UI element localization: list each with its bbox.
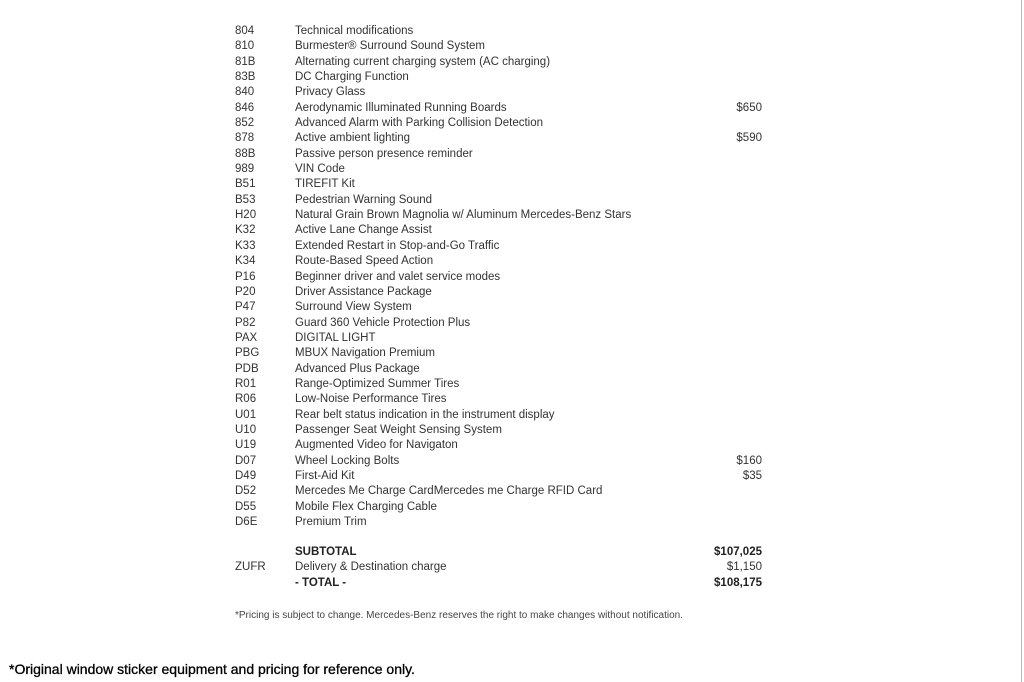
option-code: 840 — [235, 86, 255, 99]
option-row — [235, 131, 765, 146]
option-description: DC Charging Function — [295, 71, 409, 84]
option-row — [235, 101, 765, 116]
option-row — [235, 346, 765, 361]
option-description: Active ambient lighting — [295, 132, 411, 145]
option-code: R06 — [235, 393, 257, 406]
option-description: Mobile Flex Charging Cable — [295, 500, 437, 513]
option-row — [235, 469, 765, 484]
pricing-disclaimer: *Pricing is subject to change. Mercedes-Benz reserves the right to make changes without notification. — [235, 610, 684, 621]
option-row — [235, 70, 765, 85]
option-code: D6E — [235, 516, 258, 528]
option-code: B51 — [235, 178, 256, 191]
option-description: Aerodynamic Illuminated Running Boards — [295, 101, 507, 114]
option-description: Surround View System — [295, 301, 412, 314]
option-code: 81B — [235, 55, 256, 68]
option-description: Rear belt status indication in the instrument display — [295, 408, 555, 421]
option-row — [235, 208, 765, 223]
option-code: 88B — [235, 147, 256, 160]
option-row — [235, 500, 765, 515]
option-code: U10 — [235, 423, 257, 436]
option-description: Low-Noise Performance Tires — [295, 393, 447, 406]
option-row — [235, 55, 765, 70]
option-row — [235, 316, 765, 331]
option-description: Technical modifications — [295, 25, 414, 37]
option-description: VIN Code — [295, 163, 345, 176]
option-price: $35 — [742, 469, 762, 482]
option-description: MBUX Navigation Premium — [295, 347, 435, 360]
option-row — [235, 362, 765, 377]
option-code: 852 — [235, 117, 255, 130]
option-code: P16 — [235, 270, 256, 283]
option-row — [235, 254, 765, 269]
option-code: R01 — [235, 377, 257, 390]
option-description: Extended Restart in Stop-and-Go Traffic — [295, 239, 500, 252]
option-code: B53 — [235, 193, 256, 206]
option-code: 83B — [235, 71, 256, 84]
delivery-label: Delivery & Destination charge — [295, 561, 447, 574]
total-row — [235, 576, 765, 591]
option-code: U19 — [235, 439, 257, 452]
option-code: K33 — [235, 239, 256, 252]
option-code: U01 — [235, 408, 257, 421]
option-description: Advanced Alarm with Parking Collision Detection — [295, 117, 544, 130]
option-code: D49 — [235, 469, 257, 482]
option-row — [235, 331, 765, 346]
delivery-price: $1,150 — [726, 561, 762, 574]
option-description: Alternating current charging system (AC charging) — [295, 55, 551, 68]
subtotal-label: SUBTOTAL — [295, 546, 357, 558]
total-price: $108,175 — [714, 576, 762, 589]
option-row — [235, 454, 765, 469]
option-code: 810 — [235, 40, 255, 53]
option-description: Wheel Locking Bolts — [295, 454, 400, 467]
option-code: PDB — [235, 362, 259, 375]
option-code: D07 — [235, 454, 257, 467]
option-description: Guard 360 Vehicle Protection Plus — [295, 316, 471, 329]
delivery-code: ZUFR — [235, 561, 266, 574]
option-row — [235, 239, 765, 254]
option-row — [235, 147, 765, 162]
option-row — [235, 193, 765, 208]
reference-footer-note: *Original window sticker equipment and pricing for reference only. — [9, 661, 415, 677]
option-row — [235, 285, 765, 300]
option-description: Passive person presence reminder — [295, 147, 473, 160]
option-description: Mercedes Me Charge CardMercedes me Charge RFID Card — [295, 485, 603, 498]
option-description: Route-Based Speed Action — [295, 255, 434, 268]
option-description: Augmented Video for Navigaton — [295, 439, 458, 452]
option-row — [235, 515, 765, 530]
option-description: DIGITAL LIGHT — [295, 331, 376, 344]
option-description: Passenger Seat Weight Sensing System — [295, 423, 502, 436]
option-code: D55 — [235, 500, 257, 513]
option-row — [235, 162, 765, 177]
option-description: Beginner driver and valet service modes — [295, 270, 501, 283]
option-description: Burmester® Surround Sound System — [295, 40, 486, 53]
subtotal-price: $107,025 — [714, 546, 762, 558]
option-code: 846 — [235, 101, 255, 114]
option-row — [235, 177, 765, 192]
totals-section — [235, 545, 765, 591]
options-list — [235, 24, 765, 530]
option-row — [235, 408, 765, 423]
option-code: K32 — [235, 224, 256, 237]
option-row — [235, 300, 765, 315]
option-row — [235, 85, 765, 100]
option-row — [235, 377, 765, 392]
option-row — [235, 484, 765, 499]
option-description: Premium Trim — [295, 516, 367, 528]
option-price: $160 — [736, 454, 762, 467]
option-code: D52 — [235, 485, 257, 498]
option-code: P47 — [235, 301, 256, 314]
option-description: Advanced Plus Package — [295, 362, 420, 375]
option-price: $650 — [736, 101, 762, 114]
option-description: Natural Grain Brown Magnolia w/ Aluminum Mercedes-Benz Stars — [295, 209, 632, 222]
option-code: H20 — [235, 209, 257, 222]
option-row — [235, 116, 765, 131]
option-code: PBG — [235, 347, 260, 360]
option-row — [235, 24, 765, 39]
total-label: - TOTAL - — [295, 576, 347, 589]
option-description: Privacy Glass — [295, 86, 366, 99]
option-description: Range-Optimized Summer Tires — [295, 377, 460, 390]
option-row — [235, 39, 765, 54]
option-code: 804 — [235, 25, 255, 37]
option-row — [235, 423, 765, 438]
option-row — [235, 438, 765, 453]
page-edge-divider — [1021, 0, 1022, 682]
option-code: P82 — [235, 316, 256, 329]
option-description: Pedestrian Warning Sound — [295, 193, 433, 206]
option-description: TIREFIT Kit — [295, 178, 355, 191]
option-row — [235, 223, 765, 238]
delivery-row — [235, 560, 765, 575]
option-code: P20 — [235, 285, 256, 298]
option-description: Driver Assistance Package — [295, 285, 432, 298]
option-description: First-Aid Kit — [295, 469, 355, 482]
option-code: PAX — [235, 331, 258, 344]
option-row — [235, 392, 765, 407]
option-description: Active Lane Change Assist — [295, 224, 432, 237]
option-row — [235, 270, 765, 285]
subtotal-row — [235, 545, 765, 560]
option-code: 989 — [235, 163, 255, 176]
option-code: K34 — [235, 255, 256, 268]
option-code: 878 — [235, 132, 255, 145]
option-price: $590 — [736, 132, 762, 145]
